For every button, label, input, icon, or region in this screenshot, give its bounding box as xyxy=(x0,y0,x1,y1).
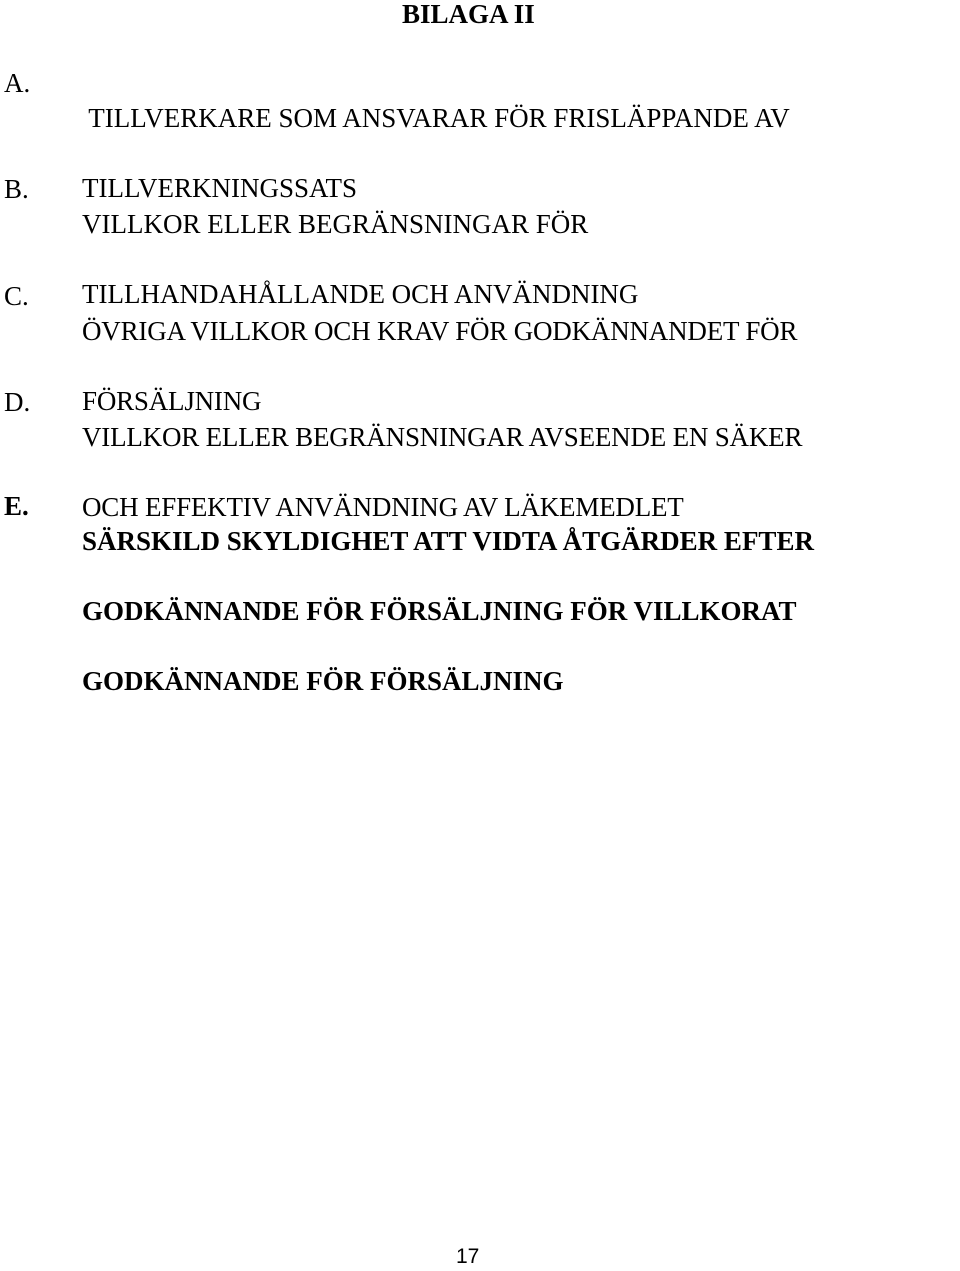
section-d-letter: D. xyxy=(4,387,31,417)
section-b-letter: B. xyxy=(4,174,29,204)
section-e-heading xyxy=(82,489,814,734)
page-title: BILAGA II xyxy=(402,0,535,29)
section-a-line-1: TILLVERKARE SOM ANSVARAR FÖR FRISLÄPPANDE AV xyxy=(82,103,790,133)
section-c-letter: C. xyxy=(4,281,29,311)
section-e-letter: E. xyxy=(4,491,29,521)
section-b-line-1: VILLKOR ELLER BEGRÄNSNINGAR FÖR xyxy=(82,209,589,239)
section-a-letter: A. xyxy=(4,68,31,98)
section-e-line-1: SÄRSKILD SKYLDIGHET ATT VIDTA ÅTGÄRDER EFTER xyxy=(82,526,814,556)
section-c-line-2: FÖRSÄLJNING xyxy=(82,386,262,416)
section-b-line-2: TILLHANDAHÅLLANDE OCH ANVÄNDNING xyxy=(82,279,639,309)
section-a-line-2: TILLVERKNINGSSATS xyxy=(82,173,358,203)
section-e-line-3: GODKÄNNANDE FÖR FÖRSÄLJNING xyxy=(82,666,564,696)
section-d-line-1: VILLKOR ELLER BEGRÄNSNINGAR AVSEENDE EN SÄKER xyxy=(82,422,803,452)
page-number: 17 xyxy=(456,1245,480,1268)
section-e-line-2: GODKÄNNANDE FÖR FÖRSÄLJNING FÖR VILLKORAT xyxy=(82,596,797,626)
section-c-line-1: ÖVRIGA VILLKOR OCH KRAV FÖR GODKÄNNANDET FÖR xyxy=(82,316,798,346)
section-d-line-2: OCH EFFEKTIV ANVÄNDNING AV LÄKEMEDLET xyxy=(82,492,684,522)
